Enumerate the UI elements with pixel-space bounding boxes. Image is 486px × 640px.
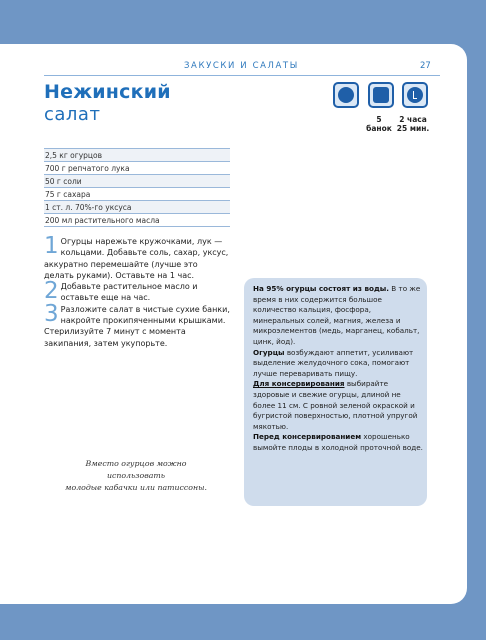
yield-label [361,115,397,133]
note-line: Вместо огурцов можно использовать [85,459,187,480]
yield-value: 5 [376,115,382,124]
jar-icon [368,82,394,108]
step-number: 3 [44,300,59,327]
info-body: хорошенько вымойте плоды в холодной проточной воде. [253,432,423,452]
info-lead: Огурцы [253,347,285,357]
info-lead: На 95% огурцы состоят из воды. [253,284,390,293]
info-paragraph [253,348,423,380]
ingredient-item: 50 г соли [44,175,230,188]
yield-unit: банок [366,124,392,133]
step-number: 1 [44,233,59,259]
ingredient-row [44,201,230,214]
step-2 [44,278,230,305]
recipe-steps [44,233,230,349]
info-paragraph [253,284,423,348]
info-body: возбуждают аппетит, усиливают выделение желудочного сока, помогают лучше переваривать пищу. [253,347,414,378]
recipe-title-main: Нежинский [44,81,171,103]
info-body: В то же время в них содержится большое количество кальция, фосфора, минеральных солей, магния, железа и микроэлементов (медь, марганец, кобальт, цинк, йод). [253,284,421,346]
ingredient-row [44,162,230,175]
header-divider [44,75,440,76]
ingredient-row [44,175,230,188]
ingredients-table [44,148,230,227]
handwritten-note [56,458,216,494]
step-3 [44,300,230,349]
ingredient-item: 200 мл растительного масла [44,214,230,227]
info-lead: Перед консервированием [253,432,362,442]
ingredient-item: 75 г сахара [44,188,230,201]
ingredient-row [44,188,230,201]
recipe-page [0,44,467,604]
time-label [395,115,431,133]
info-paragraph [253,432,423,453]
clock-icon [402,82,428,108]
ingredient-item: 1 ст. л. 70%-го уксуса [44,201,230,214]
step-number: 2 [44,278,59,305]
difficulty-icon [333,82,359,108]
recipe-title-sub: салат [44,104,101,125]
step-text: Огурцы нарежьте кружочками, лук — кольцами. Добавьте соль, сахар, уксус, аккуратно перемешайте (лучше это делать руками). Оставьте на 1 час. [44,237,229,280]
ingredient-item: 700 г репчатого лука [44,162,230,175]
info-text [253,284,423,454]
page-number: 27 [420,61,431,71]
ingredient-row [44,149,230,162]
step-text: Добавьте растительное масло и оставьте еще на час. [60,282,198,303]
note-line: молодые кабачки или патиссоны. [65,483,207,492]
info-lead: Для консервирования [253,379,345,389]
info-body: выбирайте здоровые и свежие огурцы, длиной не более 11 см. С ровной зеленой окраской и бугристой поверхностью, плотной упругой мякотью. [253,379,418,431]
info-paragraph [253,379,423,432]
time-extra: 25 мин. [396,124,430,133]
time-value: 2 часа [399,115,427,124]
ingredient-item: 2,5 кг огурцов [44,149,230,162]
ingredient-row [44,214,230,227]
step-1 [44,233,230,281]
step-text: Разложите салат в чистые сухие банки, накройте прокипяченными крышками. Стерилизуйте 7 минут с момента закипания, затем укупорьте. [44,304,230,348]
section-title: ЗАКУСКИ И САЛАТЫ [184,61,299,71]
